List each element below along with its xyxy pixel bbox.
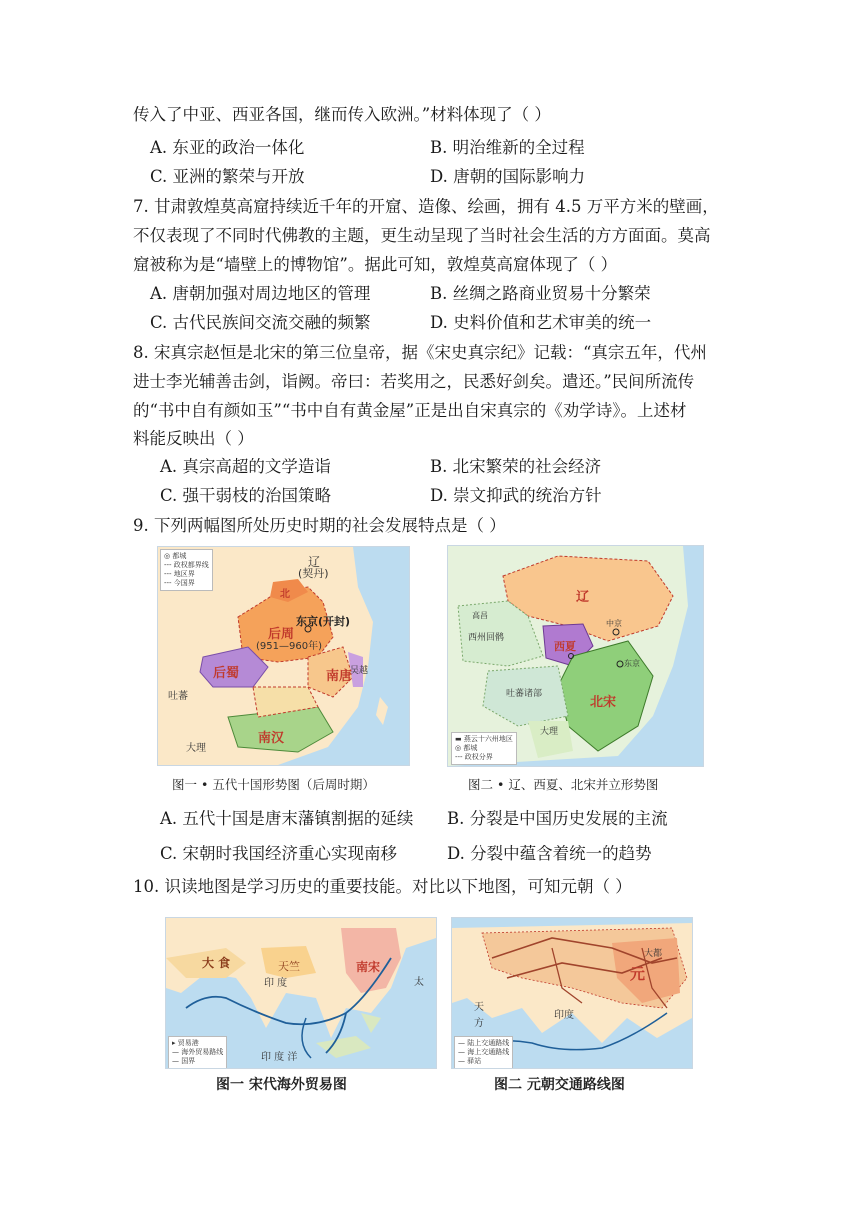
q8-option-a[interactable]: A. 真宗高超的文学造诣 — [160, 457, 331, 476]
label-zhongjing: 中京 — [606, 619, 622, 628]
q9-option-d[interactable]: D. 分裂中蕴含着统一的趋势 — [447, 844, 652, 863]
q10-map1-caption: 图一 宋代海外贸易图 — [216, 1077, 347, 1093]
label-bei: 北 — [280, 589, 290, 600]
map2-legend — [451, 732, 517, 765]
label-yindu: 印 度 — [264, 978, 288, 989]
q7-stem-line3: 窟被称为是“墙壁上的博物馆”。据此可知，敦煌莫高窟体现了（ ） — [133, 255, 618, 274]
label-nansong: 南宋 — [356, 960, 381, 974]
q7-option-d[interactable]: D. 史料价值和艺术审美的统一 — [430, 313, 652, 332]
legend-item: --- 今国界 — [164, 579, 195, 587]
q6-option-d[interactable]: D. 唐朝的国际影响力 — [430, 167, 586, 186]
q6-option-b[interactable]: B. 明治维新的全过程 — [430, 138, 585, 157]
q6-option-c[interactable]: C. 亚洲的繁荣与开放 — [150, 167, 305, 186]
q9-map-five-dynasties — [157, 546, 410, 766]
q10-map2-legend — [454, 1036, 513, 1069]
q10-map-yuan-routes — [451, 917, 693, 1069]
label-dali: 大理 — [540, 727, 559, 737]
label-dali: 大理 — [186, 743, 206, 754]
q7-option-a[interactable]: A. 唐朝加强对周边地区的管理 — [150, 284, 371, 303]
legend-item: — 陆上交通路线 — [458, 1039, 510, 1047]
q10-map2-caption: 图二 元朝交通路线图 — [494, 1077, 625, 1093]
label-nanhan: 南汉 — [258, 731, 285, 746]
q8-stem-line2: 进士李光辅善击剑，诣阙。帝曰：若奖用之，民悉好剑矣。遣还。”民间所流传 — [133, 372, 695, 391]
label-beisong: 北宋 — [590, 695, 617, 710]
legend-item: --- 政权分界 — [455, 753, 493, 761]
map1-legend — [160, 549, 213, 591]
q8-option-d[interactable]: D. 崇文抑武的统治方针 — [430, 486, 602, 505]
label-tian: 天 — [474, 1002, 484, 1013]
q9-map2-caption: 图二 • 辽、西夏、北宋并立形势图 — [468, 777, 659, 792]
label-houzhou: 后周 — [268, 627, 295, 642]
q10-map-song-trade — [165, 917, 437, 1069]
q8-stem-line3: 的“书中自有颜如玉”“书中自有黄金屋”正是出自宋真宗的《劝学诗》。上述材 — [133, 401, 687, 420]
label-yindu: 印度 — [554, 1010, 574, 1021]
q7-stem-line1: 7. 甘肃敦煌莫高窟持续近千年的开窟、造像、绘画，拥有 4.5 万平方米的壁画， — [133, 197, 719, 216]
label-yuan: 元 — [630, 965, 646, 983]
legend-item: — 国界 — [172, 1057, 196, 1065]
legend-item: — 海上交通路线 — [458, 1048, 510, 1056]
q10-map1-legend — [168, 1036, 227, 1069]
q9-map-liao-xia-song — [447, 545, 704, 767]
label-indian-ocean: 印 度 洋 — [261, 1052, 298, 1063]
legend-item: — 驿站 — [458, 1057, 482, 1065]
q9-option-b[interactable]: B. 分裂是中国历史发展的主流 — [447, 809, 668, 828]
label-xixia: 西夏 — [554, 640, 576, 653]
q8-option-c[interactable]: C. 强干弱枝的治国策略 — [160, 486, 332, 505]
legend-item: ▸ 贸易港 — [172, 1039, 199, 1047]
label-houshu: 后蜀 — [213, 666, 240, 681]
q9-option-a[interactable]: A. 五代十国是唐末藩镇割据的延续 — [160, 809, 414, 828]
label-dadu: 大都 — [644, 949, 663, 959]
legend-item: ▬ 燕云十六州地区 — [455, 735, 513, 743]
q7-stem-line2: 不仅表现了不同时代佛教的主题，更生动呈现了当时社会生活的方方面面。莫高 — [133, 226, 711, 245]
label-fang: 方 — [474, 1018, 484, 1029]
label-tubo: 吐蕃 — [168, 691, 188, 702]
label-gaochang: 高昌 — [472, 611, 488, 620]
legend-item: --- 政权都界线 — [164, 561, 209, 569]
label-taiping: 太 — [414, 977, 424, 988]
legend-item: — 海外贸易路线 — [172, 1048, 224, 1056]
label-years: (951—960年) — [256, 641, 322, 652]
label-xizhou: 西州回鹘 — [468, 633, 505, 643]
q8-option-b[interactable]: B. 北宋繁荣的社会经济 — [430, 457, 602, 476]
label-liao: 辽 — [308, 555, 321, 569]
label-nantang: 南唐 — [326, 669, 353, 684]
q7-option-c[interactable]: C. 古代民族间交流交融的频繁 — [150, 313, 371, 332]
legend-item: ◎ 都城 — [164, 552, 187, 560]
q8-stem-line4: 料能反映出（ ） — [133, 429, 254, 448]
label-dongjing: 东京(开封) — [296, 615, 351, 628]
legend-item: --- 地区界 — [164, 570, 195, 578]
q9-option-c[interactable]: C. 宋朝时我国经济重心实现南移 — [160, 844, 398, 863]
q10-stem: 10. 识读地图是学习历史的重要技能。对比以下地图，可知元朝（ ） — [133, 877, 632, 896]
legend-item: ◎ 都城 — [455, 744, 478, 752]
label-wuyue: 吴越 — [350, 666, 369, 676]
q6-stem-tail: 传入了中亚、西亚各国，继而传入欧洲。”材料体现了（ ） — [133, 105, 551, 124]
q9-map1-caption: 图一 • 五代十国形势图（后周时期） — [172, 777, 375, 792]
q9-stem: 9. 下列两幅图所处历史时期的社会发展特点是（ ） — [133, 516, 506, 535]
q7-option-b[interactable]: B. 丝绸之路商业贸易十分繁荣 — [430, 284, 651, 303]
label-tianzhu: 天竺 — [278, 960, 300, 973]
q6-option-a[interactable]: A. 东亚的政治一体化 — [150, 138, 305, 157]
label-tubo: 吐蕃诸部 — [506, 689, 543, 699]
label-qidan: (契丹) — [298, 567, 329, 580]
label-dongjing: 东京 — [624, 659, 640, 668]
label-dashi: 大 食 — [202, 956, 231, 970]
label-liao: 辽 — [576, 590, 590, 605]
q8-stem-line1: 8. 宋真宗赵恒是北宋的第三位皇帝，据《宋史真宗纪》记载：“真宗五年，代州 — [133, 343, 707, 362]
